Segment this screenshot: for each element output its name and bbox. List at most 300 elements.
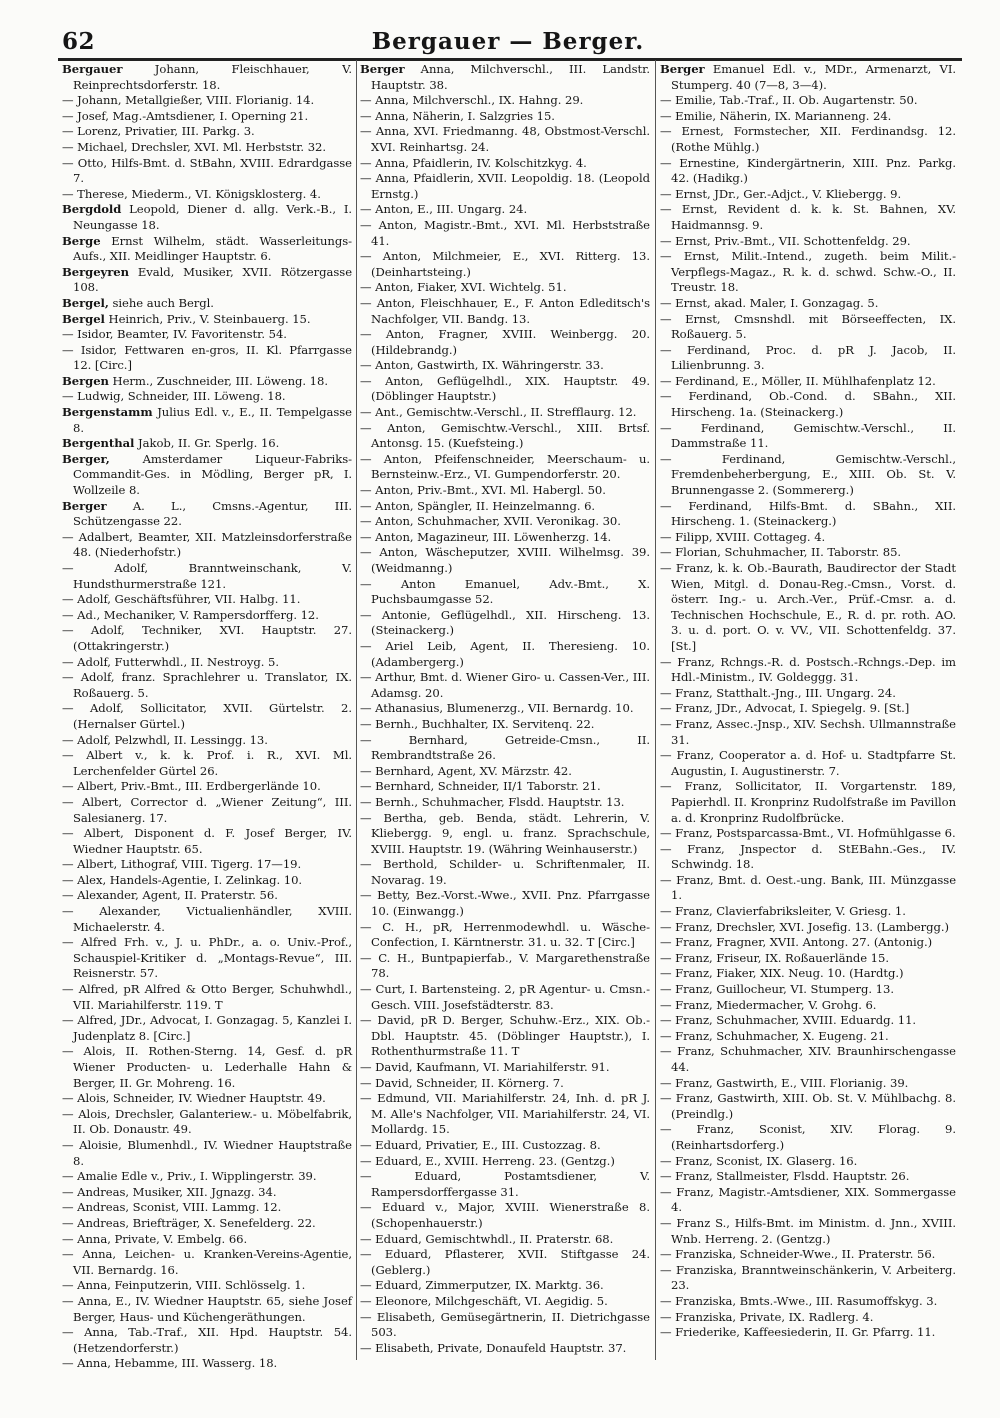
- directory-entry: [62, 670, 352, 701]
- entry-text: — Florian, Schuhmacher, II. Taborstr. 85.: [660, 545, 902, 560]
- entry-headword: Bergel,: [62, 295, 109, 310]
- directory-entry: [62, 873, 352, 889]
- entry-text: — Franz, Stallmeister, Flsdd. Hauptstr. 26.: [660, 1169, 910, 1184]
- entry-text: — Anna, Milchverschl., IX. Hahng. 29.: [360, 93, 584, 108]
- directory-entry: [62, 733, 352, 749]
- directory-entry: [660, 701, 956, 717]
- entry-text: — Anton, Magistr.-Bmt., XVI. Ml. Herbststraße 41.: [360, 217, 650, 248]
- entry-text: — Isidor, Beamter, IV. Favoritenstr. 54.: [62, 327, 287, 342]
- directory-entry: [660, 717, 956, 748]
- entry-text: Heinrich, Priv., V. Steinbauerg. 15.: [104, 311, 311, 326]
- entry-text: — Eduard, E., XVIII. Herreng. 23. (Gentzg.): [360, 1153, 615, 1168]
- directory-entry: [62, 389, 352, 405]
- entry-text: — Anna, Hebamme, III. Wasserg. 18.: [62, 1356, 278, 1371]
- entry-text: — Ernst, JDr., Ger.-Adjct., V. Kliebergg. 9.: [660, 186, 902, 201]
- entry-headword: Bergenstamm: [62, 405, 153, 420]
- entry-text: — Bernh., Schuhmacher, Flsdd. Hauptstr. 13.: [360, 794, 625, 809]
- entry-text: — Andreas, Musiker, XII. Jgnazg. 34.: [62, 1184, 277, 1199]
- directory-entry: [62, 701, 352, 732]
- directory-entry: [62, 296, 352, 312]
- directory-entry: [360, 421, 650, 452]
- entry-text: — Antonie, Geflügelhdl., XII. Hirscheng. 13. (Steinackerg.): [360, 607, 650, 638]
- entry-text: — Franz, Guillocheur, VI. Stumperg. 13.: [660, 982, 894, 997]
- directory-entry: [660, 904, 956, 920]
- entry-text: — C. H., pR, Herrenmodewhdl. u. Wäsche-Confection, I. Kärntnerstr. 31. u. 32. T [Circ.]: [360, 919, 650, 950]
- directory-entry: [660, 1029, 956, 1045]
- directory-entry: [62, 187, 352, 203]
- directory-entry: [62, 623, 352, 654]
- directory-entry: [62, 1044, 352, 1091]
- entry-text: — Elisabeth, Private, Donaufeld Hauptstr. 37.: [360, 1340, 627, 1355]
- directory-entry: [660, 1044, 956, 1075]
- directory-entry: [62, 530, 352, 561]
- directory-entry: [660, 343, 956, 374]
- entry-headword: Bergen: [62, 373, 109, 388]
- directory-entry: [360, 701, 650, 717]
- directory-entry: [62, 312, 352, 328]
- directory-entry: [360, 779, 650, 795]
- directory-entry: [660, 842, 956, 873]
- entry-text: — Eduard, Privatier, E., III. Custozzag. 8.: [360, 1137, 601, 1152]
- entry-text: Amsterdamer Liqueur-Fabriks-Commandit-Ges. in Mödling, Berger pR, I. Wollzeile 8.: [73, 451, 352, 498]
- entry-text: — Otto, Hilfs-Bmt. d. StBahn, XVIII. Edrardgasse 7.: [62, 155, 352, 186]
- directory-entry: [660, 1013, 956, 1029]
- entry-text: — Emilie, Tab.-Traf., II. Ob. Augartenstr. 50.: [660, 93, 918, 108]
- entry-text: — Franz, Sconist, IX. Glaserg. 16.: [660, 1153, 858, 1168]
- directory-entry: [62, 265, 352, 296]
- directory-entry: [360, 1232, 650, 1248]
- directory-entry: [360, 982, 650, 1013]
- directory-entry: [360, 124, 650, 155]
- entry-text: — Emilie, Näherin, IX. Marianneng. 24.: [660, 108, 892, 123]
- directory-entry: [660, 249, 956, 296]
- entry-headword: Berger: [660, 62, 705, 76]
- directory-entry: [62, 1278, 352, 1294]
- directory-entry: [660, 561, 956, 655]
- entry-text: — Franz, Statthalt.-Jng., III. Ungarg. 24.: [660, 685, 896, 700]
- entry-text: — Ernst, akad. Maler, I. Gonzagag. 5.: [660, 295, 879, 310]
- entry-text: — Betty, Bez.-Vorst.-Wwe., XVII. Pnz. Pfarrgasse 10. (Einwangg.): [360, 888, 650, 919]
- directory-entry: [62, 561, 352, 592]
- directory-entry: [62, 62, 352, 93]
- directory-entry: [660, 1216, 956, 1247]
- directory-entry: [660, 545, 956, 561]
- directory-entry: [660, 312, 956, 343]
- entry-text: — Andreas, Briefträger, X. Senefelderg. 22.: [62, 1215, 316, 1230]
- directory-entry: [660, 982, 956, 998]
- entry-text: — Anton, Magazineur, III. Löwenherzg. 14.: [360, 529, 612, 544]
- directory-entry: [360, 93, 650, 109]
- entry-text: — Adolf, Branntweinschank, V. Hundsthurmerstraße 121.: [62, 561, 352, 591]
- entry-text: — Franziska, Branntweinschänkerin, V. Arbeiterg. 23.: [660, 1262, 956, 1293]
- directory-entry: [360, 795, 650, 811]
- entry-text: — Albert, Priv.-Bmt., III. Erdbergerlände 10.: [62, 779, 321, 794]
- entry-text: Jakob, II. Gr. Sperlg. 16.: [134, 436, 280, 451]
- directory-entry: [360, 296, 650, 327]
- entry-text: — Elisabeth, Gemüsegärtnerin, II. Dietrichgasse 503.: [360, 1309, 650, 1340]
- directory-entry: [660, 951, 956, 967]
- directory-entry: [360, 764, 650, 780]
- entry-text: — Josef, Mag.-Amtsdiener, I. Operning 21.: [62, 108, 309, 123]
- directory-column-2: [360, 62, 650, 1356]
- directory-entry: [660, 966, 956, 982]
- entry-text: — Franz, Magistr.-Amtsdiener, XIX. Sommergasse 4.: [660, 1184, 956, 1215]
- directory-entry: [660, 1185, 956, 1216]
- directory-entry: [360, 577, 650, 608]
- entry-text: A. L., Cmsns.-Agentur, III. Schützengasse 22.: [73, 498, 352, 529]
- directory-entry: [360, 514, 650, 530]
- directory-entry: [660, 779, 956, 826]
- directory-entry: [62, 109, 352, 125]
- directory-entry: [360, 530, 650, 546]
- directory-entry: [62, 826, 352, 857]
- directory-entry: [62, 1138, 352, 1169]
- entry-text: — Franz, Rchngs.-R. d. Postsch.-Rchngs.-Dep. im Hdl.-Ministm., IV. Goldeggg. 31.: [660, 654, 956, 685]
- directory-entry: [660, 1325, 956, 1341]
- directory-entry: [360, 1278, 650, 1294]
- entry-text: — Anna, Leichen- u. Kranken-Vereins-Agentie, VII. Bernardg. 16.: [62, 1247, 352, 1277]
- page-number: 62: [62, 28, 96, 55]
- directory-column-1: [62, 62, 352, 1372]
- entry-text: — Ferdinand, Hilfs-Bmt. d. SBahn., XII. Hirscheng. 1. (Steinackerg.): [660, 498, 956, 529]
- directory-entry: [660, 748, 956, 779]
- directory-entry: [62, 1232, 352, 1248]
- directory-entry: [62, 748, 352, 779]
- entry-text: — Franz, Friseur, IX. Roßauerlände 15.: [660, 950, 889, 965]
- directory-entry: [62, 1216, 352, 1232]
- entry-text: — Adolf, Pelzwhdl, II. Lessingg. 13.: [62, 732, 268, 747]
- entry-text: — Franz, Clavierfabriksleiter, V. Griesg. 1.: [660, 904, 906, 919]
- directory-entry: [660, 1091, 956, 1122]
- entry-text: — Anton, Pfeifenschneider, Meerschaum- u. Bernsteinw.-Erz., VI. Gumpendorferstr. 20.: [360, 451, 650, 482]
- directory-entry: [360, 218, 650, 249]
- entry-text: — C. H., Buntpapierfab., V. Margarethenstraße 78.: [360, 950, 650, 981]
- entry-text: — Ernest, Formstecher, XII. Ferdinandsg. 12. (Rothe Mühlg.): [660, 124, 956, 154]
- directory-entry: [360, 1294, 650, 1310]
- entry-text: — Alexander, Victualienhändler, XVIII. Michaelerstr. 4.: [62, 904, 352, 934]
- directory-entry: [62, 1356, 352, 1372]
- directory-entry: [62, 234, 352, 265]
- entry-text: — Franz, Fiaker, XIX. Neug. 10. (Hardtg.): [660, 966, 904, 981]
- directory-entry: [62, 935, 352, 982]
- directory-column-3: [660, 62, 956, 1341]
- directory-entry: [660, 873, 956, 904]
- entry-text: — Curt, I. Bartensteing. 2, pR Agentur- u. Cmsn.-Gesch. VIII. Josefstädterstr. 83.: [360, 982, 650, 1012]
- entry-text: — Anton, Schuhmacher, XVII. Veronikag. 30.: [360, 514, 621, 529]
- entry-text: — Arthur, Bmt. d. Wiener Giro- u. Cassen-Ver., III. Adamsg. 20.: [360, 670, 650, 700]
- entry-text: — Anna, Pfaidlerin, XVII. Leopoldig. 18. (Leopold Ernstg.): [360, 171, 650, 201]
- entry-text: — Franz, Postsparcassa-Bmt., VI. Hofmühlgasse 6.: [660, 826, 956, 841]
- entry-text: — Franziska, Private, IX. Radlerg. 4.: [660, 1309, 874, 1324]
- entry-text: — Anna, Feinputzerin, VIII. Schlösselg. 1.: [62, 1278, 306, 1293]
- entry-text: — Andreas, Sconist, VIII. Lammg. 12.: [62, 1200, 282, 1215]
- entry-text: — Franz, Schuhmacher, XIV. Braunhirschengasse 44.: [660, 1044, 956, 1074]
- entry-text: — Anton, E., III. Ungarg. 24.: [360, 202, 528, 217]
- directory-entry: [660, 1263, 956, 1294]
- entry-text: — Franz, Gastwirth, XIII. Ob. St. V. Mühlbachg. 8. (Preindlg.): [660, 1091, 956, 1121]
- directory-entry: [62, 1107, 352, 1138]
- entry-text: — Bernh., Buchhalter, IX. Servitenq. 22.: [360, 716, 595, 731]
- directory-entry: [62, 795, 352, 826]
- directory-entry: [62, 592, 352, 608]
- directory-entry: [360, 1247, 650, 1278]
- entry-text: — Franz, Miedermacher, V. Grohg. 6.: [660, 997, 877, 1012]
- entry-text: — Anton, Spängler, II. Heinzelmanng. 6.: [360, 498, 596, 513]
- entry-headword: Bergel: [62, 311, 105, 326]
- entry-text: Ernst Wilhelm, städt. Wasserleitungs-Aufs., XII. Meidlinger Hauptstr. 6.: [73, 233, 352, 264]
- entry-text: Herm., Zuschneider, III. Löweng. 18.: [108, 373, 328, 388]
- directory-entry: [660, 998, 956, 1014]
- directory-entry: [660, 655, 956, 686]
- directory-entry: [660, 124, 956, 155]
- directory-entry: [660, 686, 956, 702]
- entry-text: — Alfred Frh. v., J. u. PhDr., a. o. Univ.-Prof., Schauspiel-Kritiker d. „Montags-Revue“, III. Reisnerstr. 57.: [62, 935, 352, 981]
- entry-text: — Franz, Jnspector d. StEBahn.-Ges., IV. Schwindg. 18.: [660, 841, 956, 872]
- directory-entry: [62, 156, 352, 187]
- page-header: [58, 20, 958, 58]
- directory-entry: [62, 93, 352, 109]
- entry-text: — Franz, Gastwirth, E., VIII. Florianig. 39.: [660, 1075, 909, 1090]
- entry-text: — Ernst, Priv.-Bmt., VII. Schottenfeldg. 29.: [660, 233, 911, 248]
- entry-text: — Ferdinand, Gemischtw.-Verschl., II. Dammstraße 11.: [660, 420, 956, 451]
- directory-entry: [62, 1294, 352, 1325]
- entry-text: — Franz, JDr., Advocat, I. Spiegelg. 9. [St.]: [660, 701, 910, 716]
- directory-entry: [360, 639, 650, 670]
- directory-entry: [62, 1091, 352, 1107]
- entry-text: — Anton, Milchmeier, E., XVI. Ritterg. 13. (Deinhartsteing.): [360, 249, 650, 279]
- entry-headword: Berge: [62, 233, 101, 248]
- directory-entry: [62, 327, 352, 343]
- directory-entry: [660, 1122, 956, 1153]
- entry-text: — Franz S., Hilfs-Bmt. im Ministm. d. Jnn., XVIII. Wnb. Herreng. 2. (Gentzg.): [660, 1215, 956, 1246]
- directory-entry: [660, 374, 956, 390]
- directory-entry: [360, 374, 650, 405]
- entry-text: — Eduard, Zimmerputzer, IX. Marktg. 36.: [360, 1278, 604, 1293]
- entry-text: — Albert v., k. k. Prof. i. R., XVI. Ml. Lerchenfelder Gürtel 26.: [62, 748, 352, 778]
- entry-text: — Franziska, Bmts.-Wwe., III. Rasumoffskyg. 3.: [660, 1293, 938, 1308]
- entry-text: — Alois, II. Rothen-Sterng. 14, Gesf. d. pR Wiener Producten- u. Lederhalle Hahn & Berger, II. Gr. Mohreng. 16.: [62, 1044, 352, 1090]
- entry-text: — Anton, Wäscheputzer, XVIII. Wilhelmsg. 39. (Weidmanng.): [360, 545, 650, 575]
- entry-text: Evald, Musiker, XVII. Rötzergasse 108.: [73, 264, 352, 295]
- entry-text: — Eleonore, Milchgeschäft, VI. Aegidig. 5.: [360, 1293, 608, 1308]
- directory-entry: [360, 249, 650, 280]
- directory-entry: [360, 1091, 650, 1138]
- entry-text: — Bernhard, Agent, XV. Märzstr. 42.: [360, 763, 572, 778]
- entry-text: — Anna, Private, V. Embelg. 66.: [62, 1231, 248, 1246]
- entry-text: — Filipp, XVIII. Cottageg. 4.: [660, 529, 826, 544]
- directory-entry: [360, 499, 650, 515]
- directory-entry: [360, 280, 650, 296]
- entry-text: — Ernestine, Kindergärtnerin, XIII. Pnz. Parkg. 42. (Hadikg.): [660, 155, 956, 186]
- entry-text: — Ant., Gemischtw.-Verschl., II. Strefflaurg. 12.: [360, 405, 637, 420]
- directory-entry: [62, 436, 352, 452]
- entry-text: — Anton, Priv.-Bmt., XVI. Ml. Habergl. 50.: [360, 483, 606, 498]
- entry-text: — Franz, Assec.-Jnsp., XIV. Sechsh. Ullmannstraße 31.: [660, 716, 956, 747]
- entry-text: — Anton Emanuel, Adv.-Bmt., X. Puchsbaumgasse 52.: [360, 576, 650, 607]
- entry-headword: Bergdold: [62, 202, 122, 217]
- entry-text: — Anton, Geflügelhdl., XIX. Hauptstr. 49. (Döblinger Hauptstr.): [360, 373, 650, 404]
- directory-entry: [62, 857, 352, 873]
- entry-headword: Bergeyren: [62, 264, 129, 279]
- directory-entry: [360, 109, 650, 125]
- directory-entry: [360, 920, 650, 951]
- directory-entry: [360, 1076, 650, 1092]
- entry-text: — David, pR D. Berger, Schuhw.-Erz., XIX. Ob.-Dbl. Hauptstr. 45. (Döblinger Hauptstr.), I. Rothenthurmstraße 11. T: [360, 1013, 650, 1059]
- entry-text: — Albert, Corrector d. „Wiener Zeitung“, III. Salesianerg. 17.: [62, 794, 352, 825]
- directory-entry: [660, 296, 956, 312]
- entry-text: — Michael, Drechsler, XVI. Ml. Herbststr. 32.: [62, 139, 326, 154]
- header-rule: [58, 58, 962, 61]
- entry-text: — Franz, Sconist, XIV. Florag. 9. (Reinhartsdorferg.): [660, 1122, 956, 1152]
- entry-text: — Franz, Drechsler, XVI. Josefig. 13. (Lambergg.): [660, 919, 950, 934]
- directory-entry: [360, 202, 650, 218]
- entry-text: — Anton, Fleischhauer, E., F. Anton Edleditsch's Nachfolger, VII. Bandg. 13.: [360, 295, 650, 326]
- entry-text: — Albert, Disponent d. F. Josef Berger, IV. Wiedner Hauptstr. 65.: [62, 826, 352, 856]
- entry-headword: Bergenthal: [62, 436, 135, 451]
- entry-text: — Therese, Miederm., VI. Königsklosterg. 4.: [62, 186, 321, 201]
- entry-text: — Albert, Lithograf, VIII. Tigerg. 17—19.: [62, 857, 302, 872]
- directory-entry: [360, 452, 650, 483]
- entry-text: — David, Kaufmann, VI. Mariahilferstr. 91.: [360, 1060, 610, 1074]
- directory-entry: [62, 343, 352, 374]
- directory-entry: [660, 935, 956, 951]
- entry-text: siehe auch Bergl.: [108, 295, 214, 310]
- entry-text: Emanuel Edl. v., MDr., Armenarzt, VI. Stumperg. 40 (7—8, 3—4).: [671, 62, 956, 92]
- entry-text: — Ferdinand, Ob.-Cond. d. SBahn., XII. Hirscheng. 1a. (Steinackerg.): [660, 389, 956, 420]
- entry-text: — Anna, Näherin, I. Salzgries 15.: [360, 108, 555, 123]
- entry-headword: Bergauer: [62, 62, 123, 76]
- directory-entry: [360, 1013, 650, 1060]
- directory-entry: [660, 1247, 956, 1263]
- entry-text: — Anton, Gastwirth, IX. Währingerstr. 33.: [360, 358, 604, 373]
- directory-entry: [660, 1294, 956, 1310]
- entry-text: — Franz, Fragner, XVII. Antong. 27. (Antonig.): [660, 935, 933, 950]
- entry-text: — Anna, XVI. Friedmanng. 48, Obstmost-Verschl. XVI. Reinhartsg. 24.: [360, 124, 650, 154]
- directory-entry: [62, 655, 352, 671]
- entry-text: — Adolf, Futterwhdl., II. Nestroyg. 5.: [62, 654, 279, 669]
- entry-text: — Adolf, franz. Sprachlehrer u. Translator, IX. Roßauerg. 5.: [62, 670, 352, 700]
- directory-entry: [660, 62, 956, 93]
- directory-entry: [360, 888, 650, 919]
- entry-text: — Adolf, Sollicitator, XVII. Gürtelstr. 2. (Hernalser Gürtel.): [62, 701, 352, 731]
- entry-text: — Ferdinand, Gemischtw.-Verschl., Fremdenbeherbergung, E., XIII. Ob. St. V. Brunnengasse 2. (Sommererg.): [660, 451, 956, 498]
- directory-entry: [62, 452, 352, 499]
- directory-entry: [360, 951, 650, 982]
- entry-text: Anna, Milchverschl., III. Landstr. Hauptstr. 38.: [371, 62, 650, 92]
- directory-entry: [360, 811, 650, 858]
- entry-text: — Anton, Fiaker, XVI. Wichtelg. 51.: [360, 280, 567, 295]
- directory-entry: [660, 530, 956, 546]
- directory-entry: [62, 779, 352, 795]
- entry-text: — Johann, Metallgießer, VIII. Florianig. 14.: [62, 93, 315, 108]
- directory-entry: [62, 888, 352, 904]
- directory-entry: [62, 202, 352, 233]
- entry-text: — Ad., Mechaniker, V. Rampersdorfferg. 12.: [62, 607, 319, 622]
- entry-text: — Eduard, Postamtsdiener, V. Rampersdorffergasse 31.: [360, 1169, 650, 1199]
- directory-entry: [360, 670, 650, 701]
- entry-text: — Franz, Bmt. d. Oest.-ung. Bank, III. Münzgasse 1.: [660, 872, 956, 903]
- entry-text: — Franziska, Schneider-Wwe., II. Praterstr. 56.: [660, 1247, 936, 1262]
- entry-text: — Adalbert, Beamter, XII. Matzleinsdorferstraße 48. (Niederhofstr.): [62, 529, 352, 560]
- entry-text: — Alex, Handels-Agentie, I. Zelinkag. 10.: [62, 872, 303, 887]
- directory-entry: [660, 1076, 956, 1092]
- entry-headword: Berger: [360, 62, 405, 76]
- directory-entry: [660, 452, 956, 499]
- entry-text: — Anton, Fragner, XVIII. Weinbergg. 20. (Hildebrandg.): [360, 327, 650, 357]
- entry-text: — Anton, Gemischtw.-Verschl., XIII. Brtsf. Antonsg. 15. (Kuefsteing.): [360, 420, 650, 451]
- directory-entry: [360, 1154, 650, 1170]
- directory-entry: [660, 421, 956, 452]
- entry-text: — Franz, Cooperator a. d. Hof- u. Stadtpfarre St. Augustin, I. Augustinerstr. 7.: [660, 748, 956, 778]
- directory-entry: [62, 982, 352, 1013]
- directory-entry: [62, 499, 352, 530]
- directory-entry: [62, 1169, 352, 1185]
- entry-text: — Alois, Drechsler, Galanteriew.- u. Möbelfabrik, II. Ob. Donaustr. 49.: [62, 1106, 352, 1137]
- column-divider: [655, 60, 656, 1360]
- entry-text: — Alfred, JDr., Advocat, I. Gonzagag. 5, Kanzlei I. Judenplatz 8. [Circ.]: [62, 1013, 352, 1043]
- directory-entry: [360, 483, 650, 499]
- directory-entry: [660, 109, 956, 125]
- entry-text: — Anna, E., IV. Wiedner Hauptstr. 65, siehe Josef Berger, Haus- und Küchengeräthungen.: [62, 1293, 352, 1324]
- entry-text: — Edmund, VII. Mariahilferstr. 24, Inh. d. pR J. M. Alle's Nachfolger, VII. Mariahilferstr. 24, VI. Mollardg. 15.: [360, 1091, 650, 1137]
- directory-entry: [660, 156, 956, 187]
- entry-text: — Amalie Edle v., Priv., I. Wipplingerstr. 39.: [62, 1169, 317, 1184]
- directory-entry: [660, 93, 956, 109]
- entry-text: — Friederike, Kaffeesiederin, II. Gr. Pfarrg. 11.: [660, 1325, 936, 1340]
- directory-entry: [360, 1310, 650, 1341]
- directory-entry: [62, 374, 352, 390]
- entry-text: — Ernst, Cmsnshdl. mit Börseeffecten, IX. Roßauerg. 5.: [660, 311, 956, 342]
- directory-entry: [660, 202, 956, 233]
- directory-entry: [360, 608, 650, 639]
- directory-entry: [660, 187, 956, 203]
- directory-entry: [360, 1341, 650, 1357]
- entry-text: — Franz, Sollicitator, II. Vorgartenstr. 189, Papierhdl. II. Kronprinz Rudolfstraße im Pavillon a. d. Kronprinz Rudolfbrücke.: [660, 779, 957, 825]
- directory-entry: [360, 1169, 650, 1200]
- entry-text: — Alois, Schneider, IV. Wiedner Hauptstr. 49.: [62, 1091, 326, 1106]
- entry-headword: Berger: [62, 498, 107, 513]
- entry-text: Leopold, Diener d. allg. Verk.-B., I. Neungasse 18.: [73, 202, 352, 232]
- entry-text: — Bernhard, Getreide-Cmsn., II. Rembrandtstraße 26.: [360, 732, 650, 763]
- directory-entry: [360, 62, 650, 93]
- directory-entry: [660, 234, 956, 250]
- directory-entry: [360, 545, 650, 576]
- entry-text: — Adolf, Techniker, XVI. Hauptstr. 27. (Ottakringerstr.): [62, 623, 352, 653]
- entry-text: — Alfred, pR Alfred & Otto Berger, Schuhwhdl., VII. Mariahilferstr. 119. T: [62, 982, 352, 1012]
- entry-text: — Berthold, Schilder- u. Schriftenmaler, II. Novarag. 19.: [360, 857, 650, 887]
- directory-entry: [360, 857, 650, 888]
- entry-text: — Ludwig, Schneider, III. Löweng. 18.: [62, 389, 286, 404]
- entry-text: — Athanasius, Blumenerzg., VII. Bernardg. 10.: [360, 701, 634, 716]
- entry-text: — Lorenz, Privatier, III. Parkg. 3.: [62, 124, 255, 139]
- directory-entry: [360, 733, 650, 764]
- directory-entry: [62, 904, 352, 935]
- running-title: Bergauer — Berger.: [371, 28, 645, 55]
- directory-entry: [62, 1247, 352, 1278]
- directory-entry: [360, 1138, 650, 1154]
- entry-text: Johann, Fleischhauer, V. Reinprechtsdorferstr. 18.: [73, 62, 352, 92]
- directory-entry: [360, 327, 650, 358]
- entry-text: — Eduard, Pflasterer, XVII. Stiftgasse 24. (Geblerg.): [360, 1247, 650, 1277]
- directory-entry: [62, 1200, 352, 1216]
- entry-text: — Eduard v., Major, XVIII. Wienerstraße 8. (Schopenhauerstr.): [360, 1200, 650, 1230]
- directory-entry: [62, 405, 352, 436]
- entry-text: — Ariel Leib, Agent, II. Theresieng. 10. (Adambergerg.): [360, 638, 650, 669]
- entry-text: — Franz, k. k. Ob.-Baurath, Baudirector der Stadt Wien, Mitgl. d. Donau-Reg.-Cmsn., Vorst. d. österr. Ing.- u. Arch.-Ver., Prüf.-Cmsr. a. d. Technischen Hochschule, E., R. d. pr. roth. AO. 3. u. d. port. O. v. VV., VII. Schottenfeldg. 37. [St.]: [660, 561, 956, 653]
- directory-entry: [62, 140, 352, 156]
- entry-text: — Ferdinand, E., Möller, II. Mühlhafenplatz 12.: [660, 373, 936, 388]
- directory-entry: [360, 1060, 650, 1076]
